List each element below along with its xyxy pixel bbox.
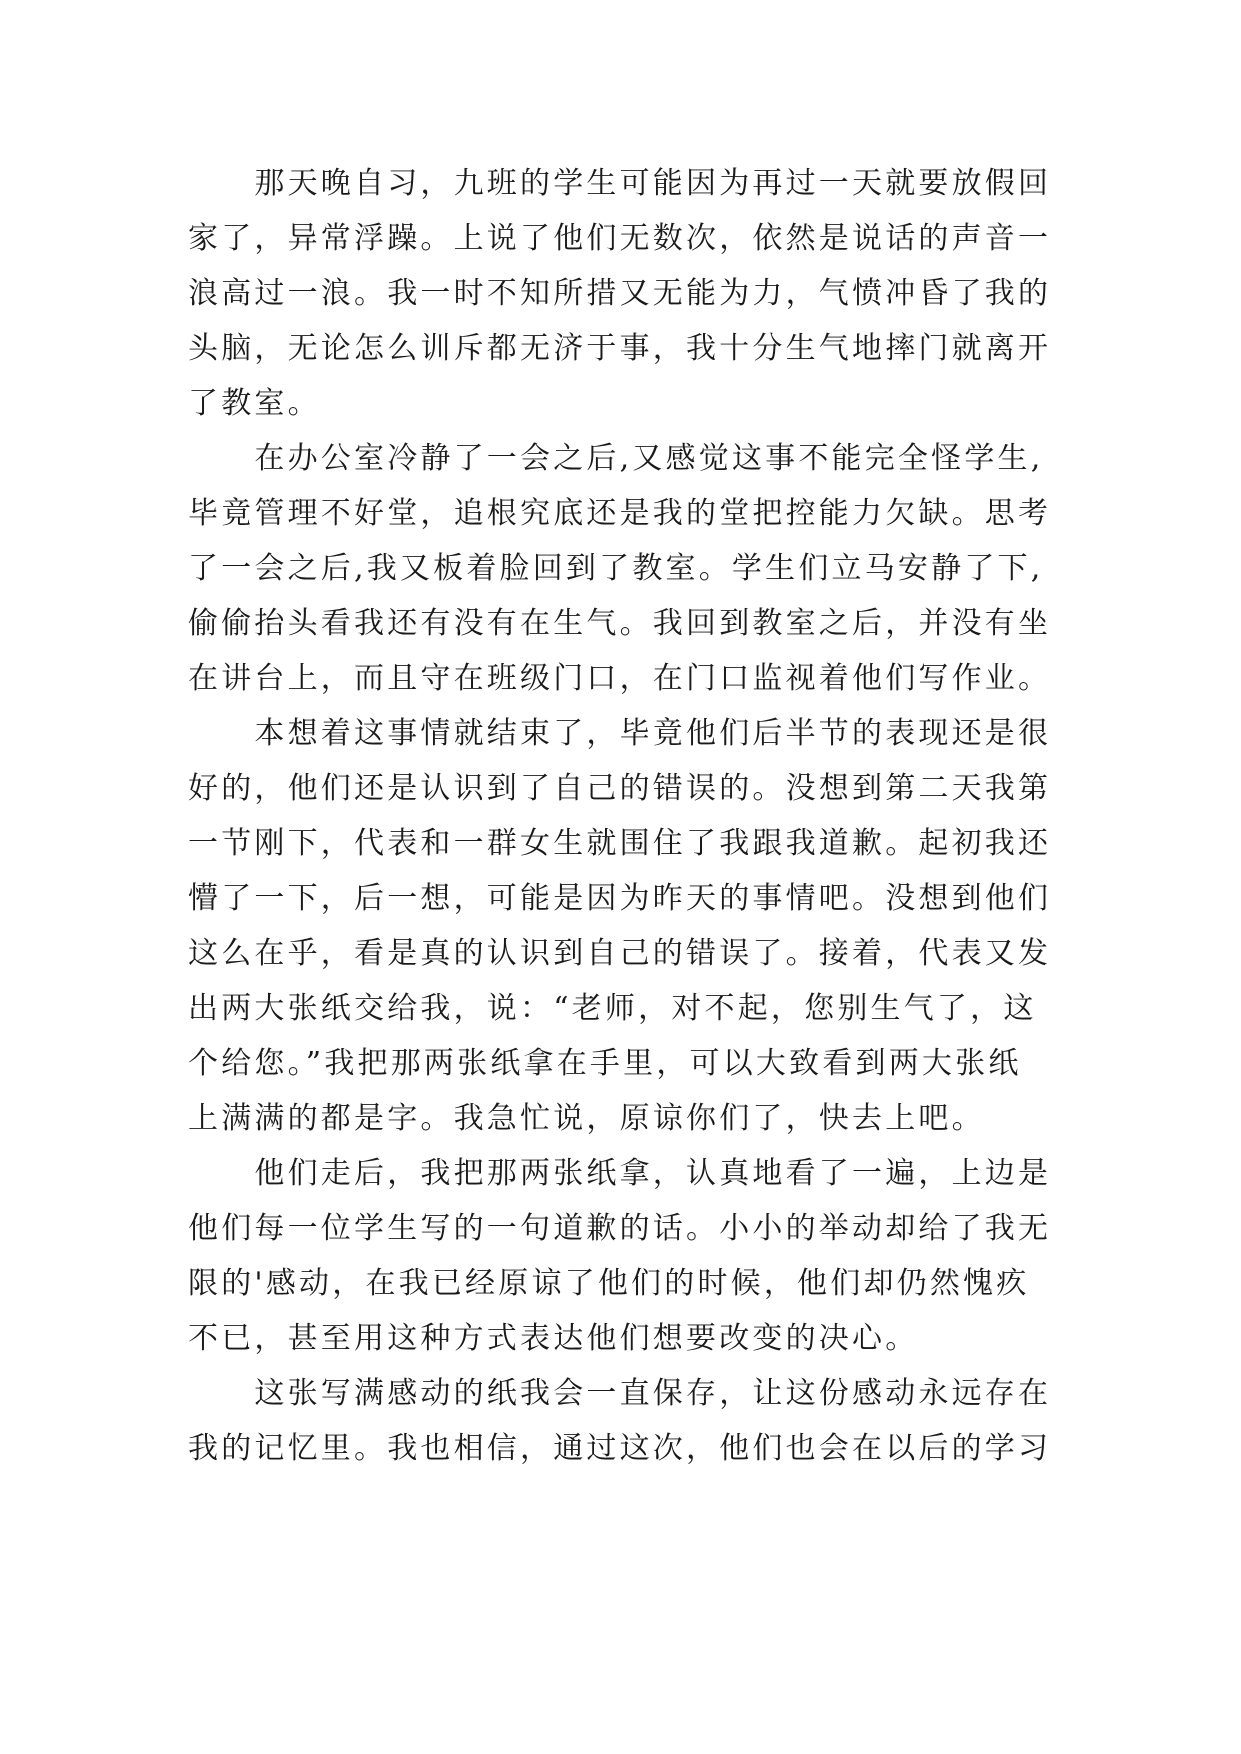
text-line: 他们走后，我把那两张纸拿，认真地看了一遍，上边是 bbox=[188, 1156, 1052, 1191]
text-line: 了一会之后,我又板着脸回到了教室。学生们立马安静了下, bbox=[188, 551, 1044, 586]
text-line: 头脑，无论怎么训斥都无济于事，我十分生气地摔门就离开 bbox=[188, 331, 1052, 366]
text-line: 偷偷抬头看我还有没有在生气。我回到教室之后，并没有坐 bbox=[188, 606, 1052, 641]
text-line: 我的记忆里。我也相信，通过这次，他们也会在以后的学习 bbox=[188, 1431, 1052, 1466]
text-line: 那天晚自习，九班的学生可能因为再过一天就要放假回 bbox=[188, 166, 1052, 201]
text-line: 浪高过一浪。我一时不知所措又无能为力，气愤冲昏了我的 bbox=[188, 276, 1052, 311]
text-line: 这么在乎，看是真的认识到自己的错误了。接着，代表又发 bbox=[188, 936, 1052, 971]
text-line: 毕竟管理不好堂，追根究底还是我的堂把控能力欠缺。思考 bbox=[188, 496, 1052, 531]
text-line: 不已，甚至用这种方式表达他们想要改变的决心。 bbox=[188, 1321, 919, 1356]
text-line: 这张写满感动的纸我会一直保存，让这份感动永远存在 bbox=[188, 1376, 1052, 1411]
text-line: 个给您。”我把那两张纸拿在手里，可以大致看到两大张纸 bbox=[188, 1046, 1022, 1081]
text-line: 他们每一位学生写的一句道歉的话。小小的举动却给了我无 bbox=[188, 1211, 1052, 1246]
text-line: 上满满的都是字。我急忙说，原谅你们了，快去上吧。 bbox=[188, 1101, 985, 1136]
text-line: 在讲台上，而且守在班级门口，在门口监视着他们写作业。 bbox=[188, 661, 1052, 696]
text-line: 懵了一下，后一想，可能是因为昨天的事情吧。没想到他们 bbox=[188, 881, 1052, 916]
text-line: 出两大张纸交给我，说：“老师，对不起，您别生气了，这 bbox=[188, 991, 1037, 1026]
text-line: 了教室。 bbox=[188, 386, 321, 421]
text-line: 好的，他们还是认识到了自己的错误的。没想到第二天我第 bbox=[188, 771, 1052, 806]
text-line: 一节刚下，代表和一群女生就围住了我跟我道歉。起初我还 bbox=[188, 826, 1052, 861]
text-line: 家了，异常浮躁。上说了他们无数次，依然是说话的声音一 bbox=[188, 221, 1052, 256]
text-line: 在办公室冷静了一会之后,又感觉这事不能完全怪学生, bbox=[188, 441, 1044, 476]
text-line: 本想着这事情就结束了，毕竟他们后半节的表现还是很 bbox=[188, 716, 1052, 751]
text-line: 限的'感动，在我已经原谅了他们的时候，他们却仍然愧疚 bbox=[188, 1266, 1030, 1301]
